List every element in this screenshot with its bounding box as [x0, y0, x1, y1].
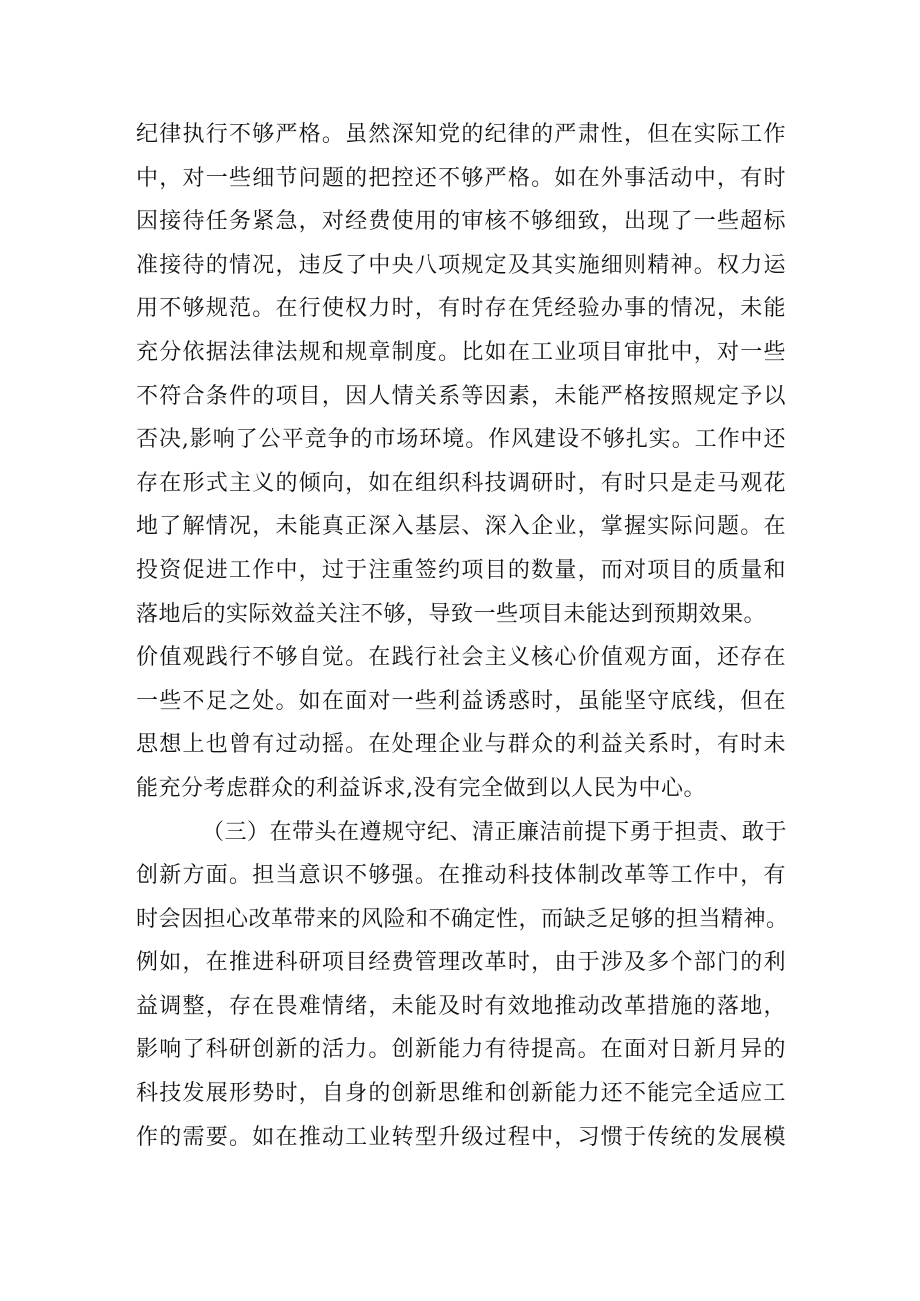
text-line: 影响了科研创新的活力。创新能力有待提高。在面对日新月异的	[136, 1037, 786, 1063]
text-line: 能充分考虑群众的利益诉求,没有完全做到以人民为中心。	[136, 775, 706, 801]
text-line: 投资促进工作中，过于注重签约项目的数量，而对项目的质量和	[136, 557, 786, 583]
text-line: 不符合条件的项目，因人情关系等因素，未能严格按照规定予以	[136, 383, 786, 409]
text-line: 地了解情况，未能真正深入基层、深入企业，掌握实际问题。在	[136, 514, 786, 540]
text-line: 用不够规范。在行使权力时，有时存在凭经验办事的情况，未能	[136, 296, 786, 322]
text-line: 纪律执行不够严格。虽然深知党的纪律的严肃性，但在实际工作	[136, 122, 786, 147]
body-text	[136, 113, 789, 1159]
text-line: 一些不足之处。如在面对一些利益诱惑时，虽能坚守底线，但在	[136, 688, 786, 714]
text-line: 否决,影响了公平竞争的市场环境。作风建设不够扎实。工作中还	[136, 427, 786, 453]
text-line: 存在形式主义的倾向，如在组织科技调研时，有时只是走马观花	[136, 470, 786, 496]
text-line: 落地后的实际效益关注不够，导致一些项目未能达到预期效果。	[136, 601, 767, 627]
text-line: 科技发展形势时，自身的创新思维和创新能力还不能完全适应工	[136, 1081, 786, 1107]
section-heading-line: （三）在带头在遵规守纪、清正廉洁前提下勇于担责、敢于	[202, 819, 788, 845]
text-line: 准接待的情况，违反了中央八项规定及其实施细则精神。权力运	[136, 252, 786, 278]
text-line: 益调整，存在畏难情绪，未能及时有效地推动改革措施的落地，	[136, 993, 786, 1019]
text-line: 时会因担心改革带来的风险和不确定性，而缺乏足够的担当精神。	[136, 906, 789, 932]
text-line: 中，对一些细节问题的把控还不够严格。如在外事活动中，有时	[136, 165, 786, 191]
text-line: 价值观践行不够自觉。在践行社会主义核心价值观方面，还存在	[136, 645, 786, 671]
text-line: 作的需要。如在推动工业转型升级过程中，习惯于传统的发展模	[136, 1124, 786, 1150]
text-line: 例如，在推进科研项目经费管理改革时，由于涉及多个部门的利	[136, 950, 786, 976]
text-line: 充分依据法律法规和规章制度。比如在工业项目审批中，对一些	[136, 339, 786, 365]
text-line: 思想上也曾有过动摇。在处理企业与群众的利益关系时，有时未	[136, 732, 786, 758]
text-line: 因接待任务紧急，对经费使用的审核不够细致，出现了一些超标	[136, 209, 786, 235]
text-line: 创新方面。担当意识不够强。在推动科技体制改革等工作中，有	[136, 863, 786, 889]
